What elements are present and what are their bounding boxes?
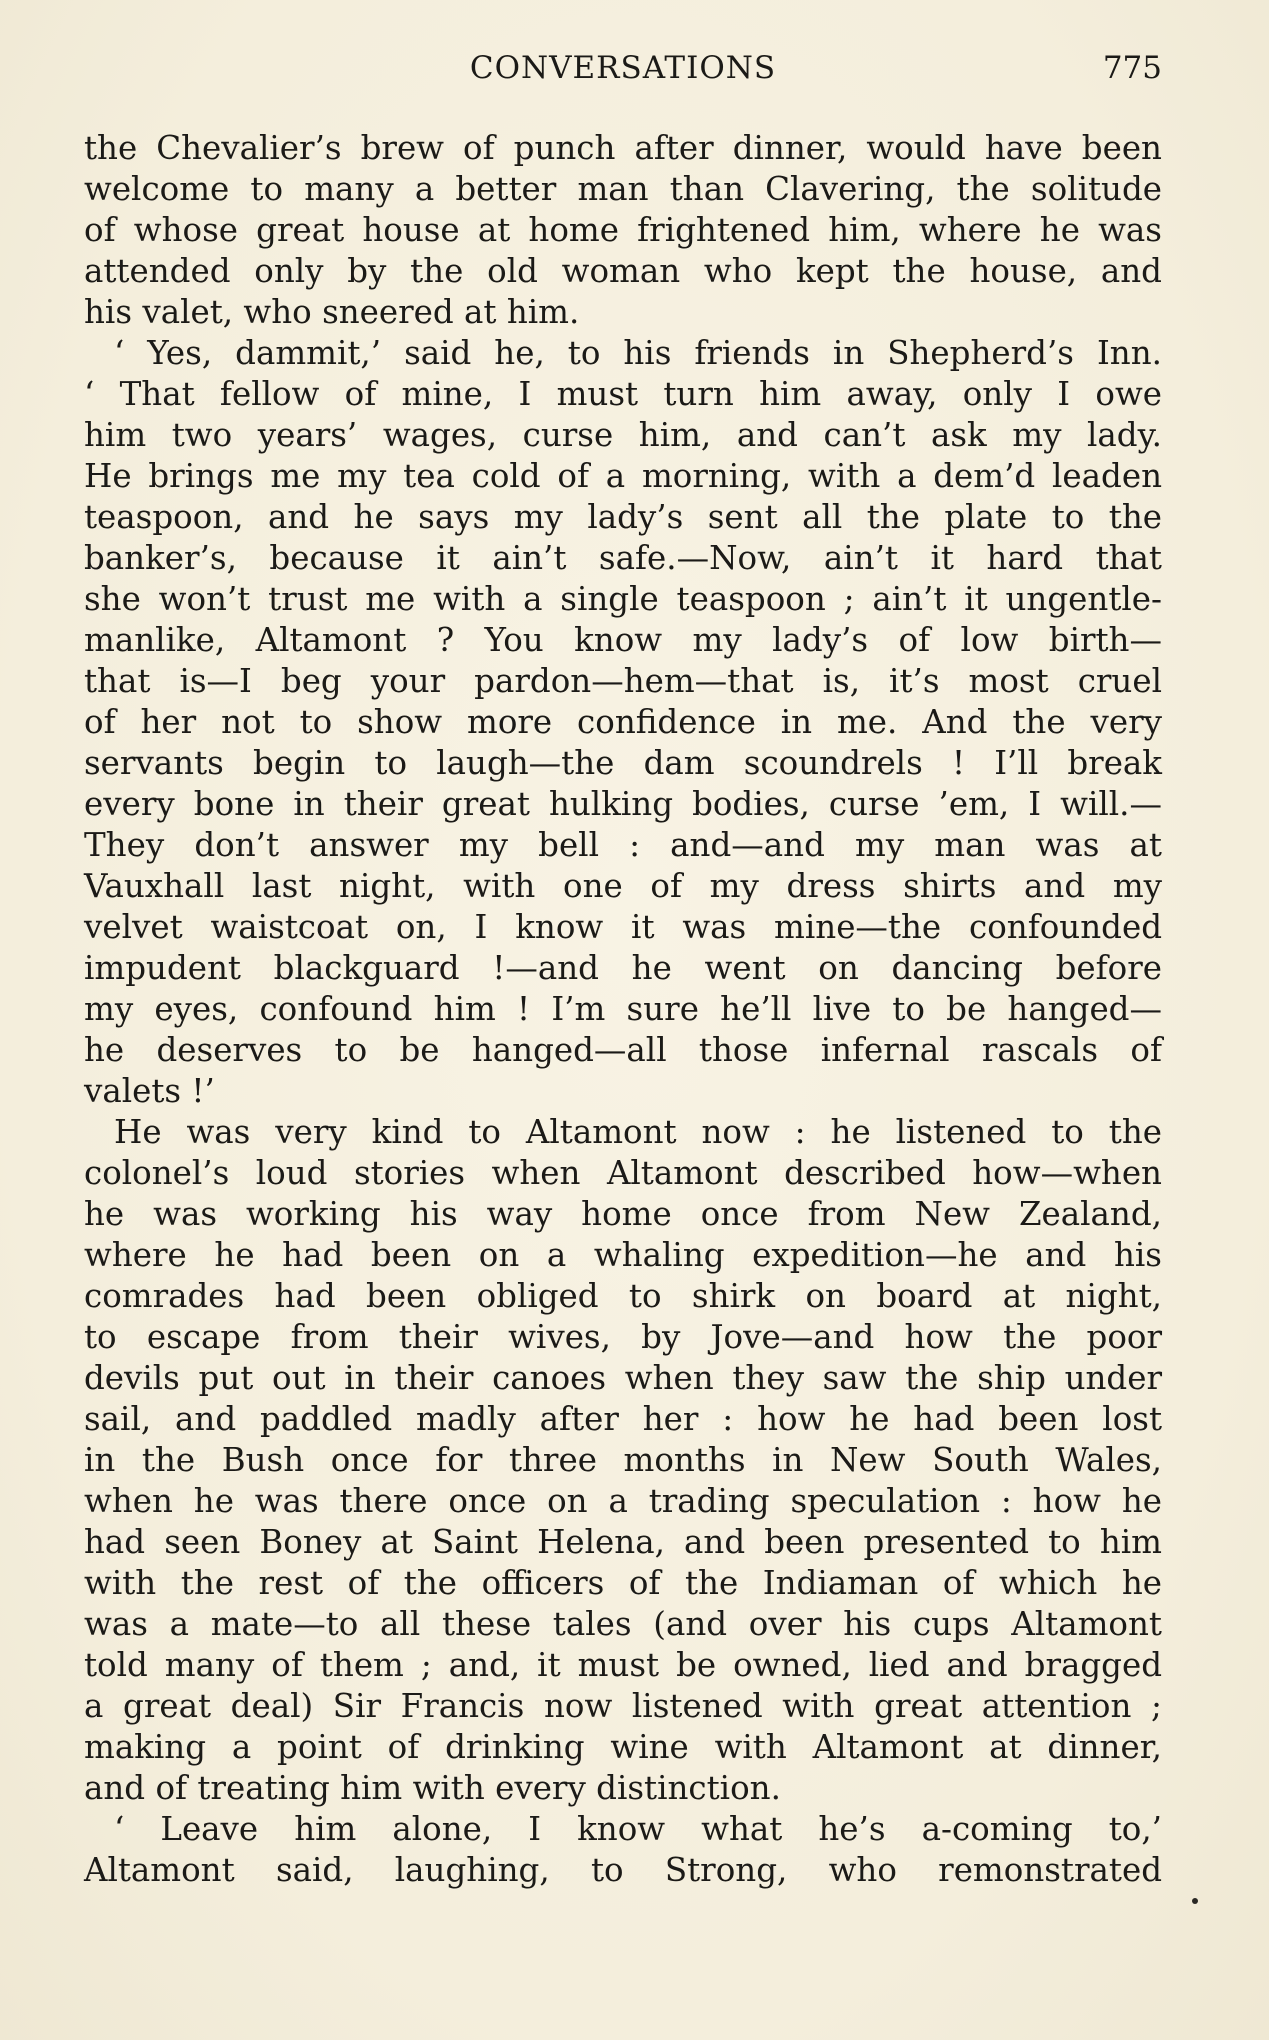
text-line: was a mate—to all these tales (and over his cups Altamont — [84, 1605, 1162, 1643]
text-line: He brings me my tea cold of a morning, with a dem’d leaden — [84, 457, 1162, 495]
text-line: colonel’s loud stories when Altamont described how—when — [84, 1154, 1162, 1192]
text-line: Altamont said, laughing, to Strong, who remonstrated — [84, 1851, 1162, 1889]
text-line: where he had been on a whaling expedition—he and his — [84, 1236, 1162, 1274]
text-line: she won’t trust me with a single teaspoon ; ain’t it ungentle- — [84, 580, 1162, 618]
text-line: Vauxhall last night, with one of my dress shirts and my — [84, 867, 1162, 905]
text-line: had seen Boney at Saint Helena, and been presented to him — [84, 1523, 1162, 1561]
text-line: attended only by the old woman who kept the house, and — [84, 252, 1162, 290]
text-line: to escape from their wives, by Jove—and how the poor — [84, 1318, 1162, 1356]
text-line: He was very kind to Altamont now : he listened to the — [114, 1113, 1162, 1151]
text-line: in the Bush once for three months in New South Wales, — [84, 1441, 1162, 1479]
text-line: velvet waistcoat on, I know it was mine—the confounded — [84, 908, 1162, 946]
text-line: ‘ That fellow of mine, I must turn him away, only I owe — [84, 375, 1162, 413]
text-line: ‘ Yes, dammit,’ said he, to his friends in Shepherd’s Inn. — [114, 334, 1162, 372]
text-line: told many of them ; and, it must be owned, lied and bragged — [84, 1646, 1162, 1684]
body-text — [84, 128, 1162, 1891]
text-line: impudent blackguard !—and he went on dancing before — [84, 949, 1162, 987]
text-line: They don’t answer my bell : and—and my man was at — [84, 826, 1162, 864]
ink-speck — [1192, 1898, 1198, 1904]
text-line: ‘ Leave him alone, I know what he’s a-coming to,’ — [114, 1810, 1162, 1848]
text-line: making a point of drinking wine with Altamont at dinner, — [84, 1728, 1162, 1766]
text-line: when he was there once on a trading speculation : how he — [84, 1482, 1162, 1520]
text-line: devils put out in their canoes when they saw the ship under — [84, 1359, 1162, 1397]
text-line: valets !’ — [84, 1072, 215, 1110]
text-line: banker’s, because it ain’t safe.—Now, ain’t it hard that — [84, 539, 1162, 577]
text-line: he deserves to be hanged—all those infernal rascals of — [84, 1031, 1162, 1069]
text-line: his valet, who sneered at him. — [84, 293, 580, 331]
text-line: of her not to show more confidence in me. And the very — [84, 703, 1162, 741]
text-line: that is—I beg your pardon—hem—that is, it’s most cruel — [84, 662, 1162, 700]
running-title: CONVERSATIONS — [469, 50, 777, 86]
text-line: servants begin to laugh—the dam scoundrels ! I’ll break — [84, 744, 1162, 782]
text-line: of whose great house at home frightened him, where he was — [84, 211, 1162, 249]
text-line: manlike, Altamont ? You know my lady’s of low birth— — [84, 621, 1162, 659]
text-line: sail, and paddled madly after her : how he had been lost — [84, 1400, 1162, 1438]
text-line: a great deal) Sir Francis now listened with great attention ; — [84, 1687, 1162, 1725]
text-line: every bone in their great hulking bodies, curse ’em, I will.— — [84, 785, 1162, 823]
text-line: my eyes, confound him ! I’m sure he’ll live to be hanged— — [84, 990, 1162, 1028]
text-line: welcome to many a better man than Clavering, the solitude — [84, 170, 1162, 208]
running-head — [84, 46, 1162, 90]
text-line: him two years’ wages, curse him, and can’t ask my lady. — [84, 416, 1162, 454]
text-line: he was working his way home once from New Zealand, — [84, 1195, 1162, 1233]
text-line: teaspoon, and he says my lady’s sent all the plate to the — [84, 498, 1162, 536]
text-line: and of treating him with every distinction. — [84, 1769, 781, 1807]
text-line: the Chevalier’s brew of punch after dinner, would have been — [84, 129, 1162, 167]
text-line: with the rest of the officers of the Indiaman of which he — [84, 1564, 1162, 1602]
text-line: comrades had been obliged to shirk on board at night, — [84, 1277, 1162, 1315]
page-number: 775 — [1102, 50, 1162, 86]
